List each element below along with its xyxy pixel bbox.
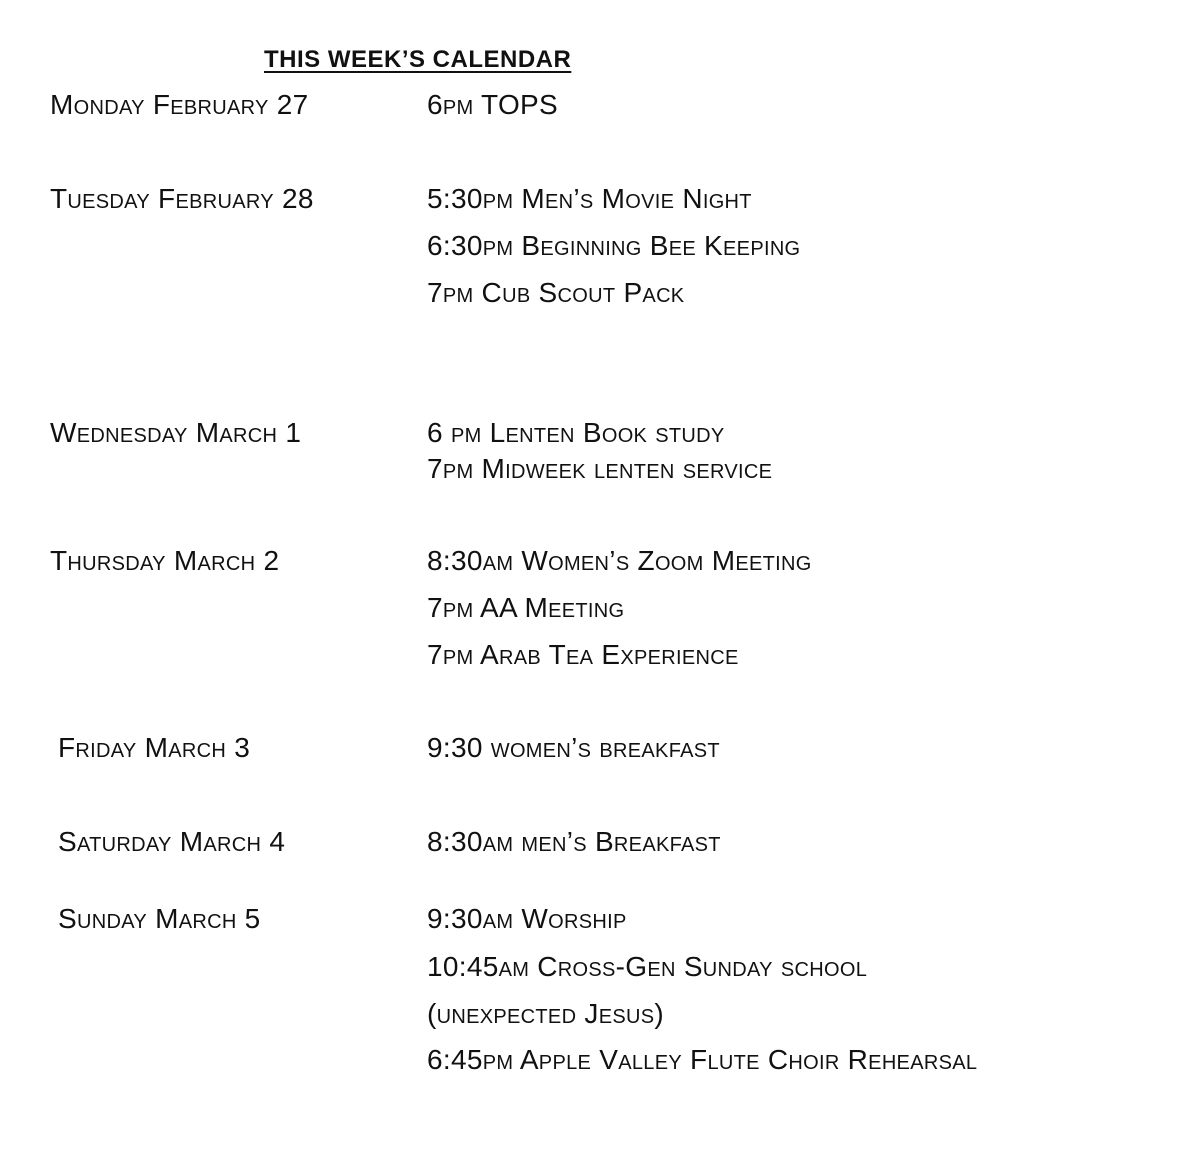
event-item: 5:30pm Men’s Movie Night [427,183,752,214]
day-label-saturday: Saturday March 4 [58,826,286,857]
event-item: 8:30am Women’s Zoom Meeting [427,545,812,576]
day-label-monday: Monday February 27 [50,89,309,120]
event-item: 6:30pm Beginning Bee Keeping [427,230,801,261]
event-item: 6pm TOPS [427,89,558,120]
event-item: 7pm Arab Tea Experience [427,639,739,670]
event-item: 9:30 women’s breakfast [427,732,720,763]
event-item: 6:45pm Apple Valley Flute Choir Rehearsal [427,1044,978,1075]
event-item: (unexpected Jesus) [427,998,664,1029]
event-item: 7pm Midweek lenten service [427,453,773,484]
event-item: 9:30am Worship [427,903,627,934]
day-label-friday: Friday March 3 [58,732,251,763]
event-item: 7pm Cub Scout Pack [427,277,685,308]
event-item: 7pm AA Meeting [427,592,625,623]
day-label-sunday: Sunday March 5 [58,903,261,934]
day-label-thursday: Thursday March 2 [50,545,280,576]
calendar-title: THIS WEEK’S CALENDAR [264,46,572,73]
event-item: 6 pm Lenten Book study [427,417,725,448]
day-label-wednesday: Wednesday March 1 [50,417,302,448]
event-item: 10:45am Cross-Gen Sunday school [427,951,868,982]
day-label-tuesday: Tuesday February 28 [50,183,314,214]
event-item: 8:30am men’s Breakfast [427,826,721,857]
